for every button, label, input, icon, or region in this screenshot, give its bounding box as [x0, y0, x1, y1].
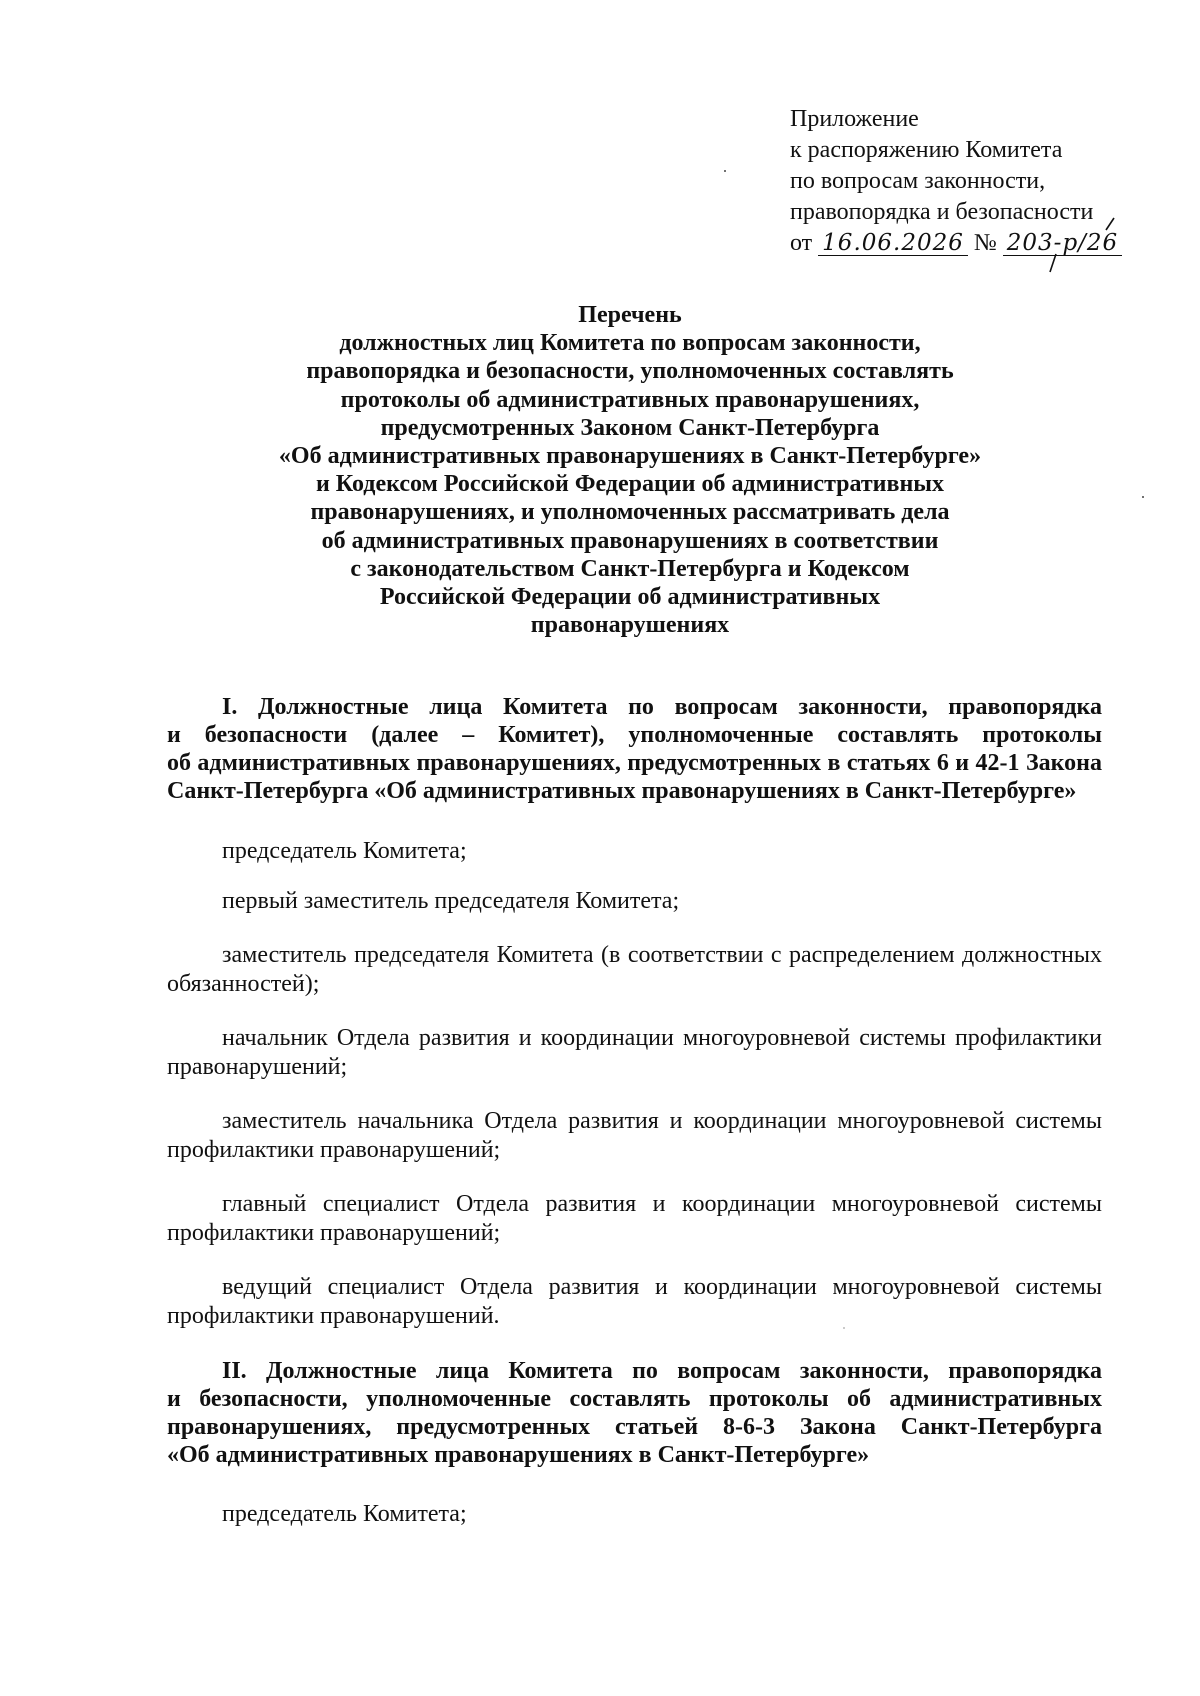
- list-item-text: председатель Комитета;: [222, 1501, 467, 1527]
- list-item-text: профилактики правонарушений.: [167, 1303, 500, 1329]
- list-item: [167, 887, 1102, 916]
- list-item: [167, 1273, 1102, 1331]
- section-heading-line: и безопасности, уполномоченные составлять протоколы об административных: [167, 1386, 1102, 1412]
- attachment-line: правопорядка и безопасности: [790, 199, 1094, 225]
- title-line: правонарушениях: [530, 612, 730, 639]
- title-line: правонарушениях, и уполномоченных рассматривать дела: [310, 499, 950, 526]
- section-heading-line: Санкт-Петербурга «Об административных правонарушениях в Санкт-Петербурге»: [167, 778, 1077, 804]
- section-heading-line: I. Должностные лица Комитета по вопросам законности, правопорядка: [222, 694, 1102, 720]
- section-heading-line: правонарушениях, предусмотренных статьей 8-6-3 Закона Санкт-Петербурга: [167, 1414, 1102, 1440]
- title-line: «Об административных правонарушениях в Санкт-Петербурге»: [278, 443, 982, 470]
- list-item-text: ведущий специалист Отдела развития и координации многоуровневой системы: [222, 1274, 1102, 1300]
- section-heading-line: об административных правонарушениях, предусмотренных в статьях 6 и 42-1 Закона: [167, 750, 1102, 776]
- date-prefix: от: [790, 230, 813, 256]
- list-item-text: председатель Комитета;: [222, 838, 467, 864]
- attachment-line: по вопросам законности,: [790, 168, 1046, 194]
- scan-speck: [724, 170, 726, 172]
- scan-speck: [1142, 496, 1144, 498]
- list-item: [167, 837, 1102, 866]
- list-item-text: заместитель председателя Комитета (в соответствии с распределением должностных: [222, 942, 1102, 968]
- title-line: об административных правонарушениях в соответствии: [321, 527, 939, 554]
- section-heading-line: «Об административных правонарушениях в Санкт-Петербурге»: [167, 1442, 870, 1468]
- title-line: правопорядка и безопасности, уполномоченных составлять: [306, 358, 954, 385]
- handwritten-number: 203-р/26: [1003, 231, 1122, 256]
- title-line: должностных лиц Комитета по вопросам законности,: [339, 330, 921, 357]
- section-1-heading: [167, 693, 1102, 805]
- list-item-text: профилактики правонарушений;: [167, 1137, 501, 1163]
- list-item: [167, 1500, 1102, 1529]
- section-2-heading: [167, 1357, 1102, 1469]
- title-line: протоколы об административных правонарушениях,: [340, 386, 920, 413]
- section-heading-line: и безопасности (далее – Комитет), уполномоченные составлять протоколы: [167, 722, 1102, 748]
- list-item-text: главный специалист Отдела развития и координации многоуровневой системы: [222, 1191, 1102, 1217]
- section-heading-line: II. Должностные лица Комитета по вопросам законности, правопорядка: [222, 1358, 1102, 1384]
- list-item: [167, 1024, 1102, 1082]
- title-line: Российской Федерации об административных: [379, 584, 881, 611]
- list-item: [167, 1107, 1102, 1165]
- handwritten-date: 16.06.2026: [818, 231, 968, 256]
- title-line: с законодательством Санкт-Петербурга и Кодексом: [350, 555, 910, 582]
- number-sign: №: [973, 230, 997, 256]
- list-item-text: начальник Отдела развития и координации многоуровневой системы профилактики: [222, 1025, 1102, 1051]
- list-item-text: заместитель начальника Отдела развития и координации многоуровневой системы: [222, 1108, 1102, 1134]
- attachment-date-number-line: [790, 228, 1170, 264]
- attachment-line: Приложение: [790, 106, 919, 132]
- attachment-line: к распоряжению Комитета: [790, 137, 1063, 163]
- title-line: предусмотренных Законом Санкт-Петербурга: [380, 414, 880, 441]
- list-item-text: первый заместитель председателя Комитета;: [222, 888, 680, 914]
- title-line: и Кодексом Российской Федерации об административных: [315, 471, 945, 498]
- list-item: [167, 1190, 1102, 1248]
- list-item-text: профилактики правонарушений;: [167, 1220, 501, 1246]
- list-item-text: правонарушений;: [167, 1054, 348, 1080]
- list-item: [167, 941, 1102, 999]
- title-heading: Перечень: [578, 302, 682, 328]
- attachment-note: [790, 104, 1170, 264]
- document-title: [160, 301, 1100, 639]
- list-item-text: обязанностей);: [167, 971, 320, 997]
